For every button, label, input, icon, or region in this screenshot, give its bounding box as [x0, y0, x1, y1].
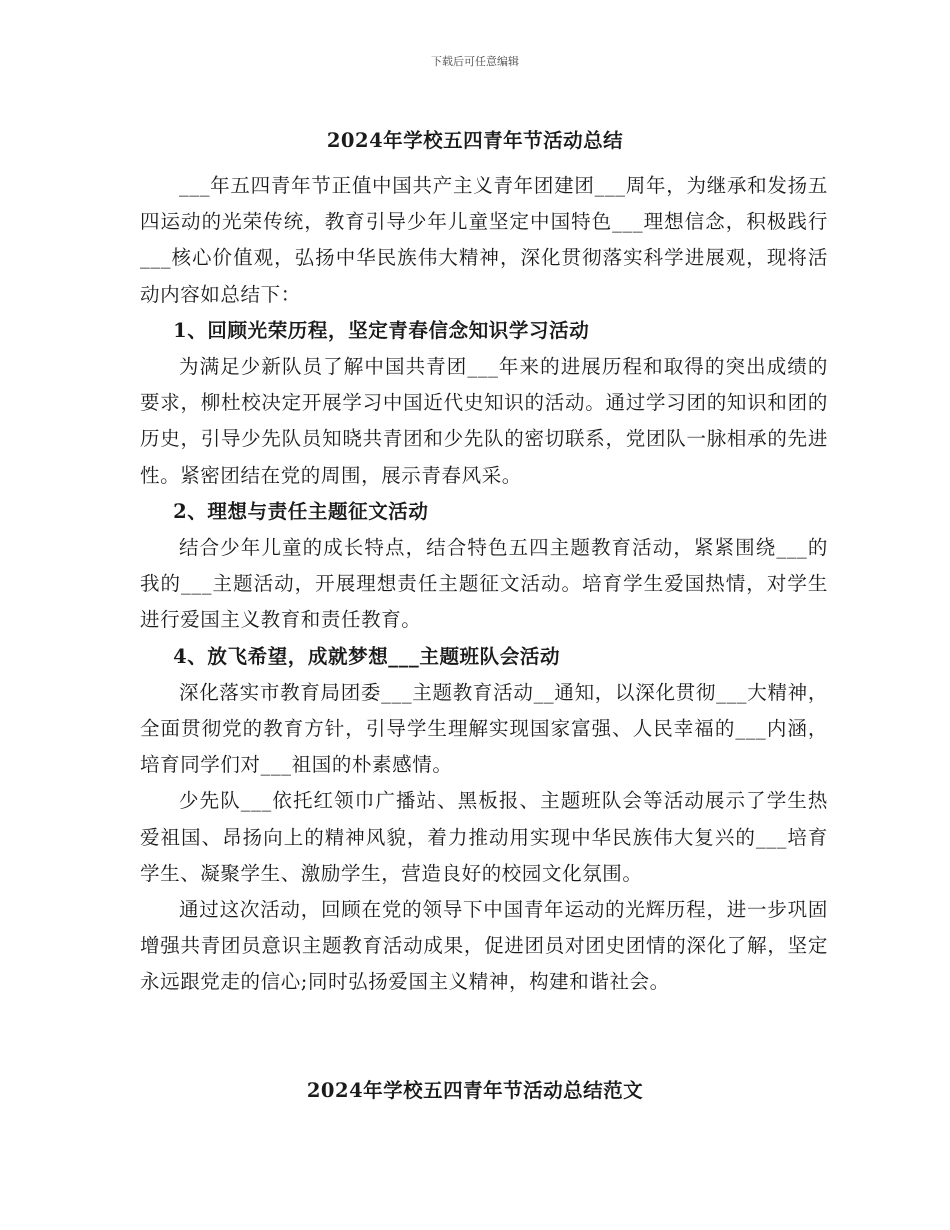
section-heading: 1、回顾光荣历程，坚定青春信念知识学习活动 [173, 318, 590, 342]
section-paragraph: 为满足少新队员了解中国共青团___年来的进展历程和取得的突出成绩的要求，柳杜校决定开展学习中国近代史知识的活动。通过学习团的知识和团的历史，引导少先队员知晓共青团和少先队的密切联系，党团队一脉相承的先进性。紧密团结在党的周围，展示青春风采。 [140, 355, 828, 487]
section-paragraph: 深化落实市教育局团委___主题教育活动__通知，以深化贯彻___大精神，全面贯彻党的教育方针，引导学生理解实现国家富强、人民幸福的___内涵，培育同学们对___祖国的朴素感情。 [140, 680, 828, 777]
section-paragraph: 少先队___依托红领巾广播站、黑板报、主题班队会等活动展示了学生热爱祖国、昂扬向上的精神风貌，着力推动用实现中华民族伟大复兴的___培育学生、凝聚学生、激励学生，营造良好的校园文化氛围。 [140, 789, 828, 885]
next-document-title: 2024年学校五四青年节活动总结范文 [306, 1079, 644, 1102]
intro-paragraph: ___年五四青年节正值中国共产主义青年团建团___周年，为继承和发扬五四运动的光荣传统，教育引导少年儿童坚定中国特色___理想信念，积极践行___核心价值观，弘扬中华民族伟大精神，深化贯彻落实科学进展观，现将活动内容如总结下： [140, 174, 828, 306]
document-body [140, 168, 828, 1001]
section-heading: 4、放飞希望，成就梦想___主题班队会活动 [173, 644, 561, 668]
section-paragraph: 结合少年儿童的成长特点，结合特色五四主题教育活动，紧紧围绕___的我的___主题活动，开展理想责任主题征文活动。培育学生爱国热情，对学生进行爱国主义教育和责任教育。 [140, 536, 828, 632]
document-title: 2024年学校五四青年节活动总结 [326, 129, 624, 152]
section-heading: 2、理想与责任主题征文活动 [173, 499, 429, 523]
section-paragraph: 通过这次活动，回顾在党的领导下中国青年运动的光辉历程，进一步巩固增强共青团员意识主题教育活动成果，促进团员对团史团情的深化了解，坚定永远跟党走的信心;同时弘扬爱国主义精神，构建和谐社会。 [140, 898, 828, 994]
header-note: 下载后可任意编辑 [431, 55, 519, 68]
